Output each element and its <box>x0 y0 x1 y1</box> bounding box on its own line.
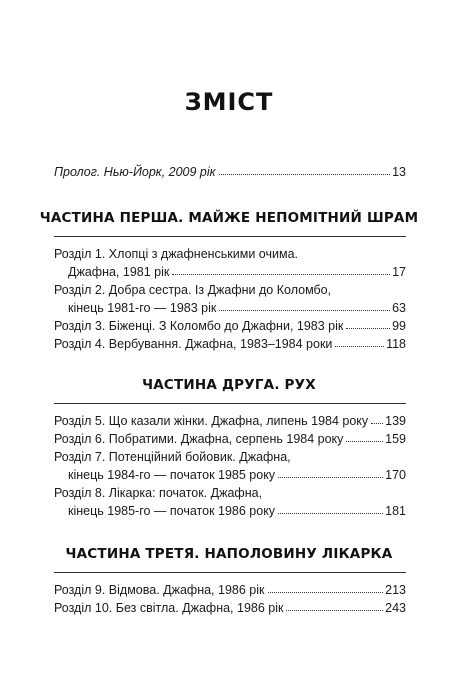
dot-leader <box>278 513 383 514</box>
entry-title: Розділ 10. Без світла. Джафна, 1986 рік <box>54 601 284 615</box>
part-heading-1: ЧАСТИНА ПЕРША. МАЙЖЕ НЕПОМІТНИЙ ШРАМ <box>39 210 419 226</box>
part-divider-3 <box>54 572 406 573</box>
entry-title: Розділ 4. Вербування. Джафна, 1983–1984 роки <box>54 337 333 351</box>
page-number: 159 <box>385 432 406 446</box>
dot-leader <box>286 610 383 611</box>
entry-title: Пролог. Нью-Йорк, 2009 рік <box>54 165 216 179</box>
page-number: 170 <box>385 468 406 482</box>
dot-leader <box>219 310 390 311</box>
part-divider-1 <box>54 236 406 237</box>
page-number: 99 <box>392 319 406 333</box>
dot-leader <box>219 174 391 175</box>
toc-entry-prologue[interactable] <box>54 161 406 179</box>
dot-leader <box>371 423 383 424</box>
toc-entry-chapter-7[interactable] <box>54 446 406 482</box>
dot-leader <box>346 441 383 442</box>
page-number: 181 <box>385 504 406 518</box>
entry-title: Розділ 3. Біженці. З Коломбо до Джафни, 1983 рік <box>54 319 344 333</box>
dot-leader <box>335 346 384 347</box>
entry-subtitle: кінець 1985-го — початок 1986 року <box>68 504 276 518</box>
dot-leader <box>268 592 384 593</box>
entry-title: Розділ 7. Потенційний бойовик. Джафна, <box>54 450 291 464</box>
entry-title: Розділ 1. Хлопці з джафненськими очима. <box>54 247 299 261</box>
toc-entry-chapter-3[interactable] <box>54 315 406 333</box>
toc-entry-chapter-2[interactable] <box>54 279 406 315</box>
dot-leader <box>346 328 390 329</box>
entry-subtitle: кінець 1984-го — початок 1985 року <box>68 468 276 482</box>
page-number: 63 <box>392 301 406 315</box>
dot-leader <box>172 274 390 275</box>
page-number: 139 <box>385 414 406 428</box>
page-number: 213 <box>385 583 406 597</box>
dot-leader <box>278 477 383 478</box>
toc-entry-chapter-5[interactable] <box>54 410 406 428</box>
page-number: 13 <box>392 165 406 179</box>
page-number: 17 <box>392 265 406 279</box>
part-heading-3: ЧАСТИНА ТРЕТЯ. НАПОЛОВИНУ ЛІКАРКА <box>65 546 393 562</box>
toc-entry-chapter-1[interactable] <box>54 243 406 279</box>
part-divider-2 <box>54 403 406 404</box>
toc-entry-chapter-8[interactable] <box>54 482 406 518</box>
entry-title: Розділ 5. Що казали жінки. Джафна, липень 1984 року <box>54 414 369 428</box>
toc-entry-chapter-6[interactable] <box>54 428 406 446</box>
entry-title: Розділ 6. Побратими. Джафна, серпень 1984 року <box>54 432 344 446</box>
part-heading-2: ЧАСТИНА ДРУГА. РУХ <box>142 377 316 393</box>
page-title: ЗМІСТ <box>184 88 274 116</box>
entry-subtitle: кінець 1981-го — 1983 рік <box>68 301 217 315</box>
toc-entry-chapter-4[interactable] <box>54 333 406 351</box>
toc-entry-chapter-10[interactable] <box>54 597 406 615</box>
entry-title: Розділ 8. Лікарка: початок. Джафна, <box>54 486 263 500</box>
page-number: 118 <box>386 337 406 351</box>
page-number: 243 <box>385 601 406 615</box>
toc-entry-chapter-9[interactable] <box>54 579 406 597</box>
entry-title: Розділ 2. Добра сестра. Із Джафни до Коломбо, <box>54 283 332 297</box>
entry-title: Розділ 9. Відмова. Джафна, 1986 рік <box>54 583 265 597</box>
entry-subtitle: Джафна, 1981 рік <box>68 265 170 279</box>
